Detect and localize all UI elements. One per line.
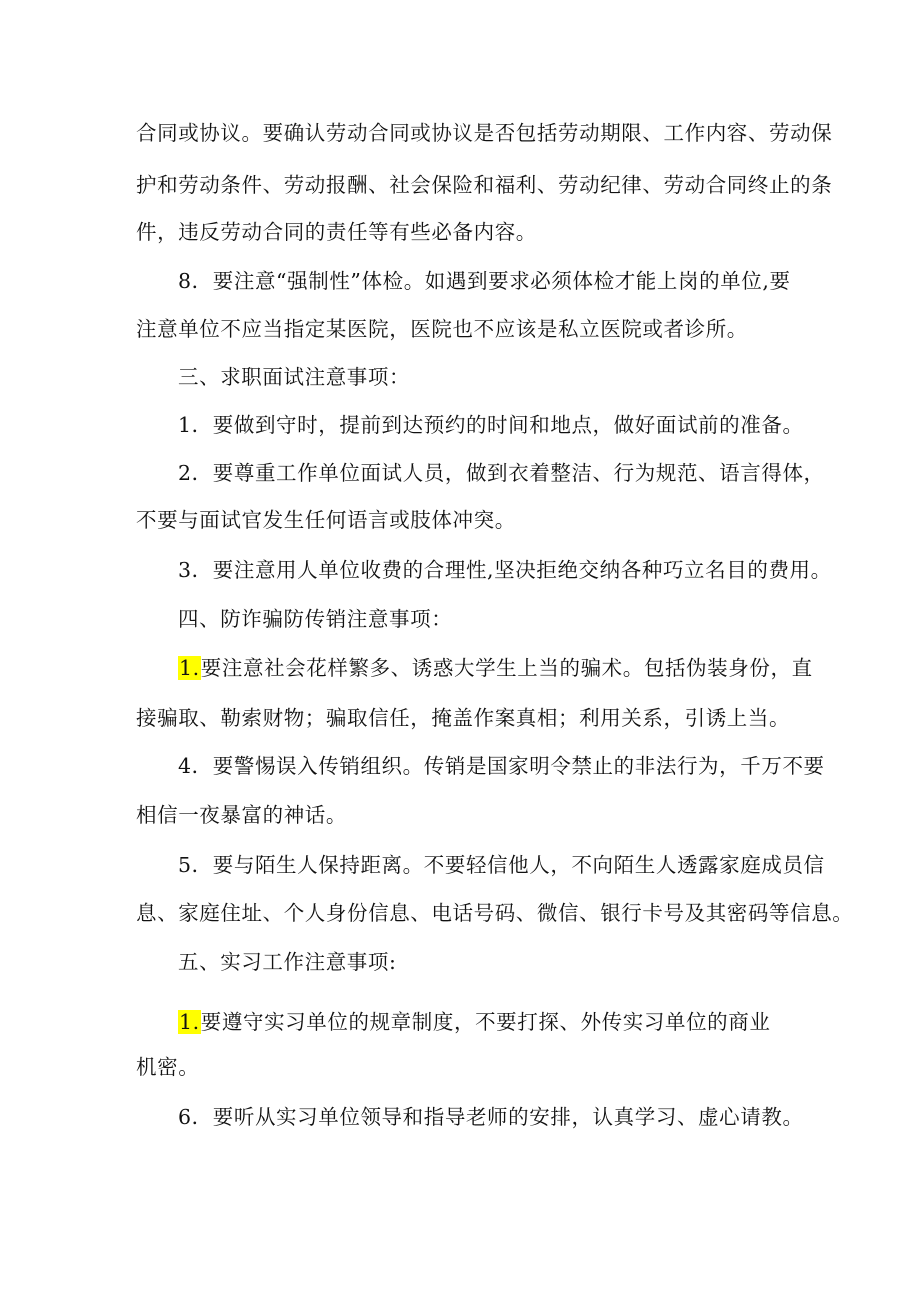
text-line: 4．要警惕误入传销组织。传销是国家明令禁止的非法行为，千万不要 — [178, 754, 825, 778]
highlight-mark: 1. — [179, 656, 200, 680]
section-heading: 五、实习工作注意事项: — [178, 950, 397, 974]
text-line: 5．要与陌生人保持距离。不要轻信他人，不向陌生人透露家庭成员信 — [178, 853, 825, 877]
text-line-content: 要遵守实习单位的规章制度，不要打探、外传实习单位的商业 — [200, 1010, 771, 1034]
text-line: 3．要注意用人单位收费的合理性,坚决拒绝交纳各种巧立名目的费用。 — [178, 558, 832, 582]
text-line — [178, 653, 838, 683]
text-line: 接骗取、勒索财物；骗取信任，掩盖作案真相；利用关系，引诱上当。 — [136, 706, 791, 730]
text-line: 机密。 — [136, 1055, 200, 1079]
section-heading: 四、防诈骗防传销注意事项： — [178, 607, 453, 631]
text-line: 注意单位不应当指定某医院，医院也不应该是私立医院或者诊所。 — [136, 317, 748, 341]
section-heading: 三、求职面试注意事项： — [178, 365, 411, 389]
highlight-mark: 1. — [179, 1010, 200, 1034]
text-line: 护和劳动条件、劳动报酬、社会保险和福利、劳动纪律、劳动合同终止的条 — [136, 173, 833, 197]
text-line: 件，违反劳动合同的责任等有些必备内容。 — [136, 220, 537, 244]
text-line: 不要与面试官发生任何语言或肢体冲突。 — [136, 508, 516, 532]
text-line: 1．要做到守时，提前到达预约的时间和地点，做好面试前的准备。 — [178, 413, 804, 437]
text-line: 6．要听从实习单位领导和指导老师的安排，认真学习、虚心请教。 — [178, 1105, 804, 1129]
text-line: 2．要尊重工作单位面试人员，做到衣着整洁、行为规范、语言得体， — [178, 461, 825, 485]
text-line: 合同或协议。要确认劳动合同或协议是否包括劳动期限、工作内容、劳动保 — [136, 121, 833, 145]
text-line: 息、家庭住址、个人身份信息、电话号码、微信、银行卡号及其密码等信息。 — [136, 901, 854, 925]
text-line — [178, 1007, 838, 1037]
text-line-content: 要注意社会花样繁多、诱惑大学生上当的骗术。包括伪装身份，直 — [200, 656, 813, 680]
text-line: 8．要注意“强制性”体检。如遇到要求必须体检才能上岗的单位,要 — [178, 269, 791, 293]
text-line: 相信一夜暴富的神话。 — [136, 803, 347, 827]
